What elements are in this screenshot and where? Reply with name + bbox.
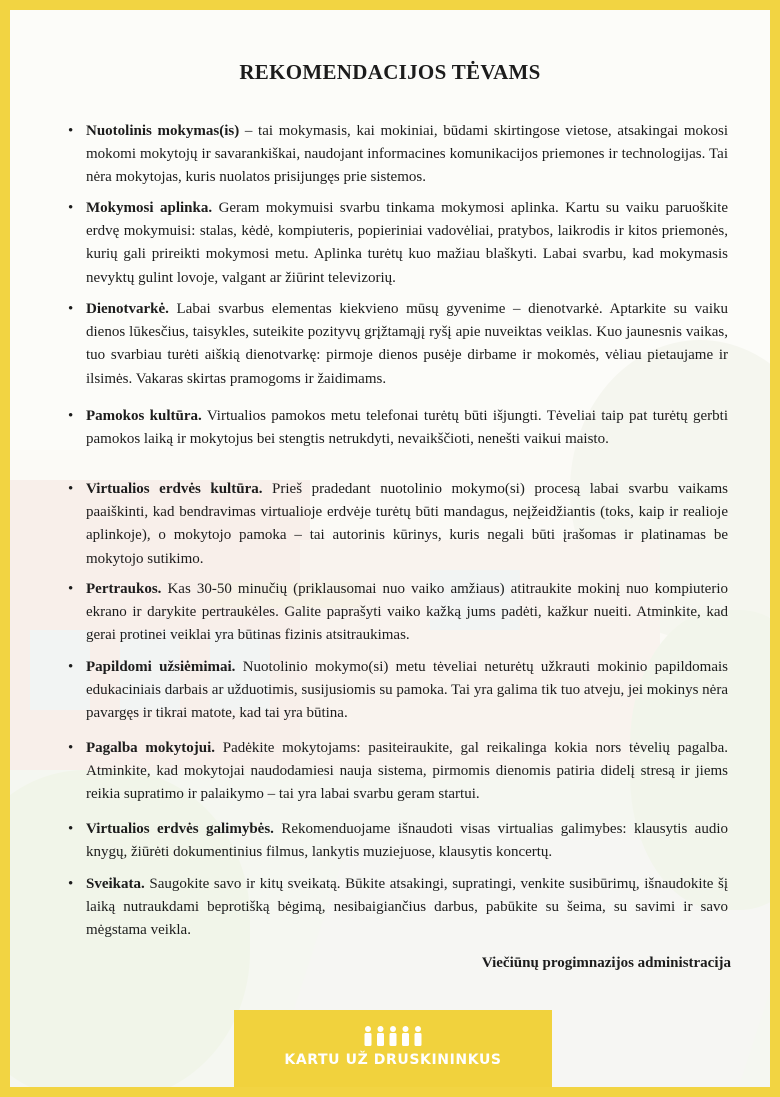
item-heading: Virtualios erdvės galimybės. — [86, 821, 274, 837]
list-item — [68, 298, 728, 391]
item-text: Geram mokymuisi svarbu tinkama mokymosi aplinka. Kartu su vaiku paruoškite erdvę mokymuisi: stalas, kėdė, kompiuteris, popieriniai vadovėliai, pratybos, laikrodis ir kitos priemonės, kurių gali prireikti mokymosi metu. Aplinka turėtų kuo mažiau blaškyti. Labai svarbu, kad mokymasis nevyktų gulint lovoje, valgant ar žiūrint televizorių. — [86, 200, 728, 286]
item-text: Nuotolinio mokymo(si) metu tėveliai neturėtų užkrauti mokinio papildomais edukaciniais darbais ar užduotimis, susijusiomis su pamoka. Tai yra galima tik tuo atveju, jei mokinys nėra pavargęs ir tikrai matote, kad tai yra būtina. — [86, 659, 728, 722]
item-heading: Virtualios erdvės kultūra. — [86, 481, 263, 497]
item-heading: Pertraukos. — [86, 581, 162, 597]
bullet-icon: • — [68, 740, 74, 756]
list-item — [68, 197, 728, 290]
bullet-icon: • — [68, 876, 74, 892]
item-text: Saugokite savo ir kitų sveikatą. Būkite atsakingi, supratingi, venkite susibūrimų, išnaudokite šį laiką nutraukdami beprotišką bėgimą, nesibaigiančius darbus, pabūkite su šeima, su savimi ir savo mėgstama veikla. — [86, 876, 728, 939]
item-text: – tai mokymasis, kai mokiniai, būdami skirtingose vietose, atsakingai mokosi mokomi mokytojų ir savarankiškai, naudojant informacines komunikacijos priemones ir technologijas. Tai nėra mokytojas, kuris nuolatos prisijungęs prie sistemos. — [86, 123, 728, 186]
item-text: Virtualios pamokos metu telefonai turėtų būti išjungti. Tėveliai taip pat turėtų gerbti pamokos laiką ir mokytojus bei stengtis netrukdyti, nevaikščioti, nenešti vaikui maisto. — [86, 408, 729, 448]
banner-text: KARTU UŽ DRUSKININKUS — [284, 1052, 502, 1068]
item-heading: Sveikata. — [86, 876, 145, 892]
item-heading: Mokymosi aplinka. — [86, 200, 213, 216]
footer-banner — [234, 1010, 552, 1087]
list-item — [68, 818, 728, 864]
item-heading: Pamokos kultūra. — [86, 408, 202, 424]
item-text: Padėkite mokytojams: pasiteiraukite, gal reikalinga kokia nors tėvelių pagalba. Atminkite, kad mokytojai naudodamiesi nauja sistema, pirmomis dienomis patiria didelį stresą ir jiems reikia supratimo ir palaikymo – tai yra labai svarbu geram startui. — [86, 740, 728, 803]
page-title: REKOMENDACIJOS TĖVAMS — [239, 60, 541, 84]
item-heading: Papildomi užsiėmimai. — [86, 659, 236, 675]
bullet-icon: • — [68, 200, 74, 216]
document-page — [10, 10, 770, 1087]
bullet-icon: • — [68, 301, 74, 317]
list-item — [68, 405, 729, 451]
item-text: Kas 30-50 minučių (priklausomai nuo vaiko amžiaus) atitraukite mokinį nuo kompiuterio ekrano ir darykite pertraukėles. Galite paprašyti vaiko kažką jums padėti, kažkur nueiti. Atminkite, kad gerai protinei veiklai yra būtinas fizinis atsitraukimas. — [86, 581, 728, 644]
list-item — [68, 478, 728, 571]
list-item — [68, 873, 728, 943]
bullet-icon: • — [68, 481, 74, 497]
bullet-icon: • — [68, 408, 74, 424]
list-item — [68, 120, 728, 190]
bullet-icon: • — [68, 659, 74, 675]
item-text: Rekomenduojame išnaudoti visas virtualias galimybes: klausytis audio knygų, žiūrėti dokumentinius filmus, lankytis muziejuose, klausytis koncertų. — [86, 821, 728, 861]
item-text: Prieš pradedant nuotolinio mokymo(si) procesą labai svarbu vaikams paaiškinti, kad bendravimas virtualioje erdvėje turėtų būti mandagus, neįžeidžiantis (toks, kaip ir realioje aplinkoje), o mokytojo pamoka – tai autorinis kūrinys, kuris negali būti įrašomas ir platinamas be mokytojo sutikimo. — [86, 481, 728, 567]
item-heading: Pagalba mokytojui. — [86, 740, 216, 756]
signature: Viečiūnų progimnazijos administracija — [481, 955, 731, 971]
people-logo-icon — [362, 1025, 424, 1047]
list-item — [68, 737, 728, 807]
list-item — [68, 656, 728, 726]
item-heading: Nuotolinis mokymas(is) — [86, 123, 240, 139]
item-text: Labai svarbus elementas kiekvieno mūsų gyvenime – dienotvarkė. Aptarkite su vaiku dienos lūkesčius, taisykles, suteikite pozityvų grįžtamąjį ryšį apie nuveiktas veiklas. Kuo jaunesnis vaikas, tuo svarbiau turėti aiškią dienotvarkę: pirmoje dienos pusėje dirbame ir mokomės, vėliau pietaujame ir ilsimės. Vakaras skirtas pramogoms ir žaidimams. — [86, 301, 728, 387]
bullet-icon: • — [68, 821, 74, 837]
bullet-icon: • — [68, 581, 74, 597]
list-item — [68, 578, 728, 648]
bullet-icon: • — [68, 123, 74, 139]
item-heading: Dienotvarkė. — [86, 301, 169, 317]
